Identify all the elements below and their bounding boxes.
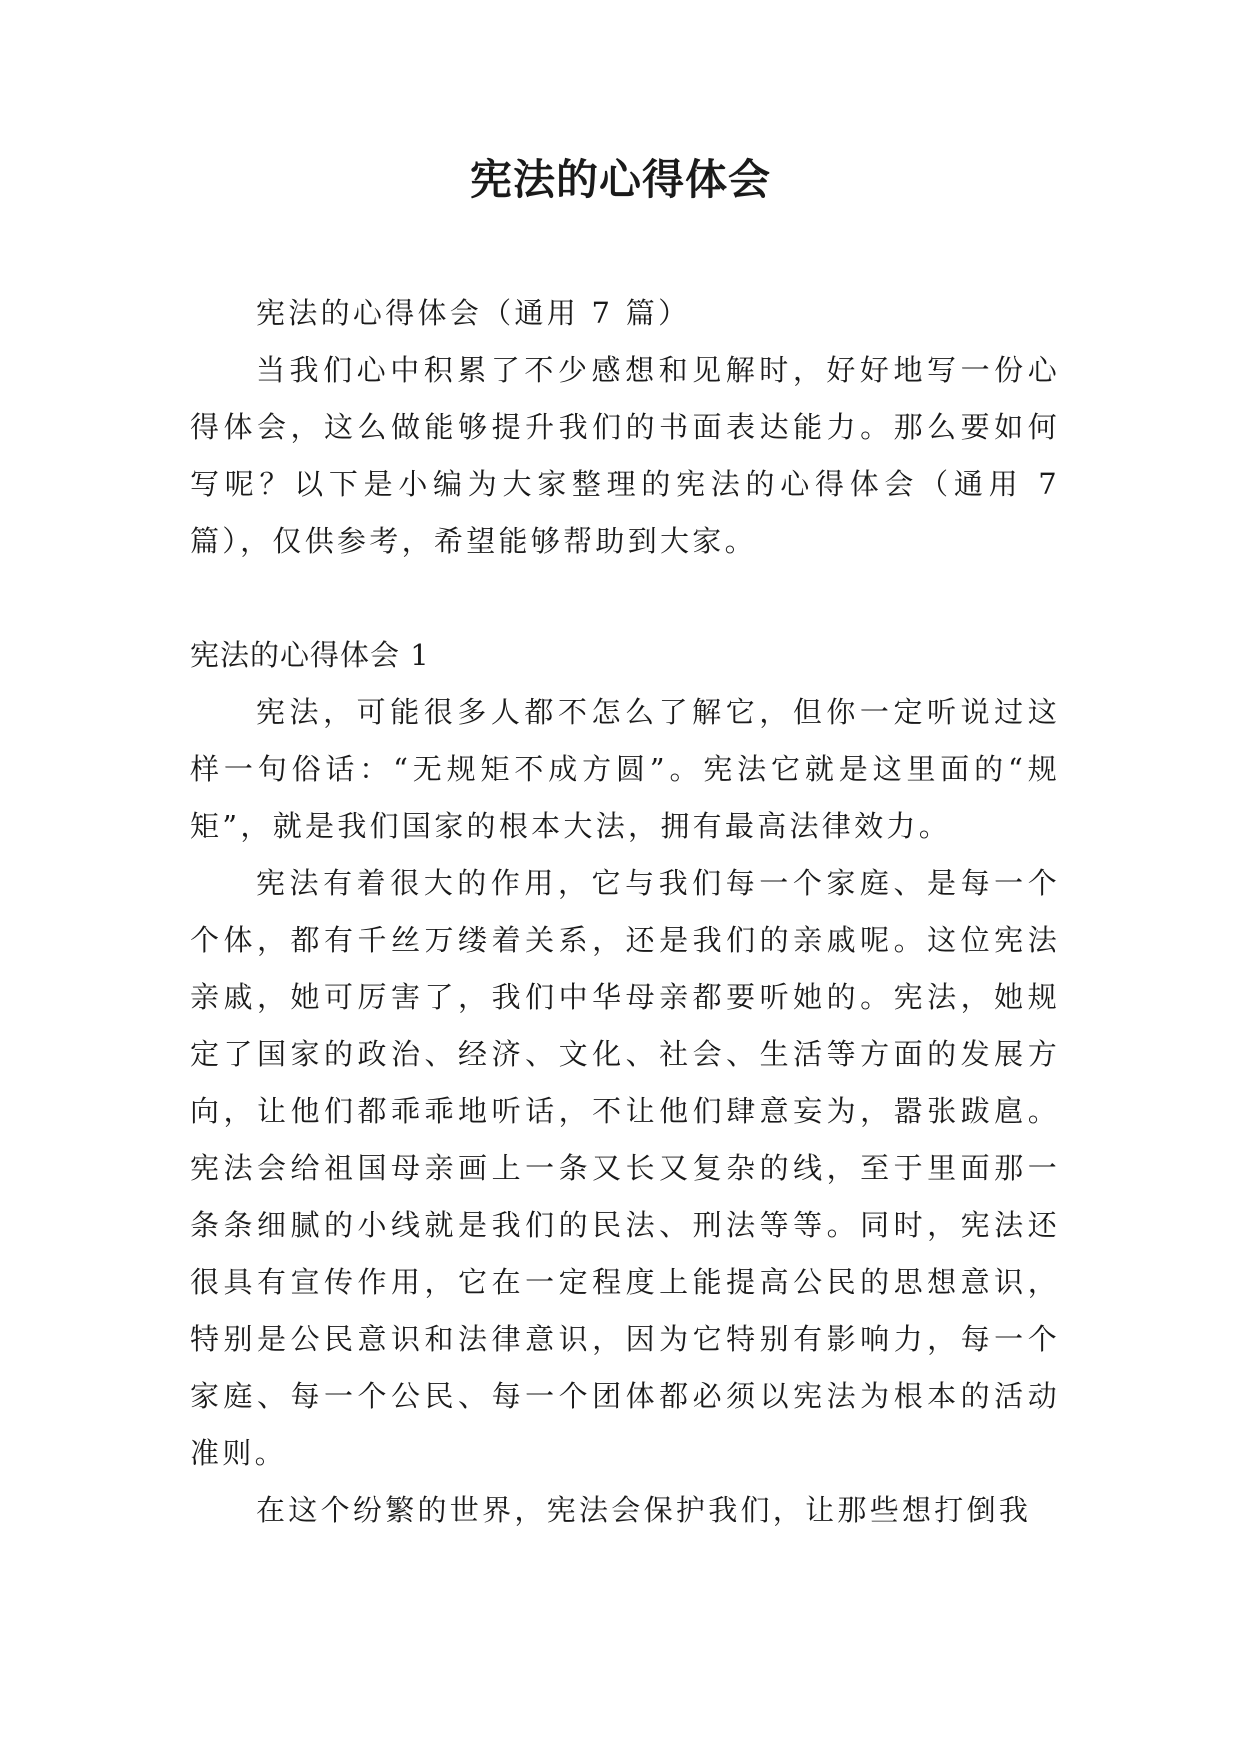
document-body: [190, 285, 1060, 1539]
intro-paragraph: 当我们心中积累了不少感想和见解时，好好地写一份心得体会，这么做能够提升我们的书面表达能力。那么要如何写呢？以下是小编为大家整理的宪法的心得体会（通用 7 篇），仅供参考，希望能够帮助到大家。: [190, 353, 1060, 558]
document-title: 宪法的心得体会: [469, 155, 771, 204]
body-paragraph: 在这个纷繁的世界，宪法会保护我们，让那些想打倒我: [256, 1493, 1032, 1527]
section-heading: 宪法的心得体会 1: [190, 638, 430, 672]
body-paragraph: 宪法有着很大的作用，它与我们每一个家庭、是每一个个体，都有千丝万缕着关系，还是我们的亲戚呢。这位宪法亲戚，她可厉害了，我们中华母亲都要听她的。宪法，她规定了国家的政治、经济、文化、社会、生活等方面的发展方向，让他们都乖乖地听话，不让他们肆意妄为，嚣张跋扈。宪法会给祖国母亲画上一条又长又复杂的线，至于里面那一条条细腻的小线就是我们的民法、刑法等等。同时，宪法还很具有宣传作用，它在一定程度上能提高公民的思想意识，特别是公民意识和法律意识，因为它特别有影响力，每一个家庭、每一个公民、每一个团体都必须以宪法为根本的活动准则。: [190, 866, 1060, 1470]
document-subtitle: 宪法的心得体会（通用 7 篇）: [256, 296, 691, 330]
body-paragraph: 宪法，可能很多人都不怎么了解它，但你一定听说过这样一句俗话：“无规矩不成方圆”。宪法它就是这里面的“规矩”，就是我们国家的根本大法，拥有最高法律效力。: [190, 695, 1060, 843]
